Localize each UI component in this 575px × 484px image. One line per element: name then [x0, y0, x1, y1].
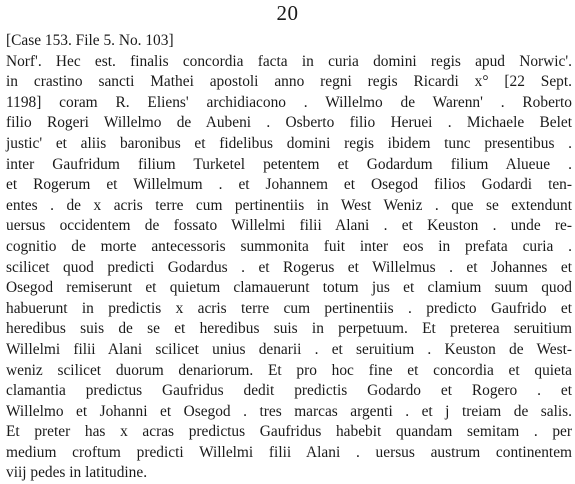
text-line: inter Gaufridum filium Turketel petentem et Godardum filium Alueue . [6, 155, 572, 173]
text-line: clamantia predictus Gaufridus dedit predictis Godardo et Rogero . et [6, 382, 572, 400]
text-line: uersus occidentem de fossato Willelmi filii Alani . et Keuston . unde re- [6, 217, 572, 235]
text-line: Willelmo et Johanni et Osegod . tres marcas argenti . et j treiam de salis. [6, 402, 572, 420]
text-line: Osegod remiserunt et quietum clamauerunt totum jus et clamium suum quod [6, 279, 572, 297]
text-line: viij pedes in latitudine. [6, 464, 148, 482]
text-line: filio Rogeri Willelmo de Aubeni . Osberto filio Heruei . Michaele Belet [6, 114, 572, 132]
text-line: medium croftum predicti Willelmi filii Alani . uersus austrum continentem [6, 443, 572, 461]
text-line: in crastino sancti Mathei apostoli anno regni regis Ricardi x° [22 Sept. [6, 73, 572, 91]
document-body [6, 31, 572, 484]
text-line: heredibus suis de se et heredibus suis in perpetuum. Et preterea seruitium [6, 320, 572, 338]
text-line: Et preter has x acras predictus Gaufridus habebit quandam semitam . per [6, 423, 572, 441]
text-line: entes . de x acris terre cum pertinentiis in West Weniz . que se extendunt [6, 196, 572, 214]
page-number: 20 [276, 1, 299, 25]
text-line-citation: [Case 153. File 5. No. 103] [6, 32, 174, 49]
text-line: et Rogerum et Willelmum . et Johannem et Osegod filios Godardi ten- [6, 176, 572, 194]
text-line: cognitio de morte antecessoris summonita fuit inter eos in prefata curia . [6, 237, 572, 255]
text-line: weniz scilicet duorum denariorum. Et pro hoc fine et concordia et quieta [6, 361, 572, 379]
text-line: scilicet quod predicti Godardus . et Rogerus et Willelmus . et Johannes et [6, 258, 572, 276]
text-line: 1198] coram R. Eliens' archidiacono . Willelmo de Warenn' . Roberto [6, 93, 572, 111]
text-line: Norf'. Hec est. finalis concordia facta in curia domini regis apud Norwic'. [6, 52, 572, 70]
text-line: Willelmi filii Alani scilicet unius denarii . et seruitium . Keuston de West- [6, 340, 572, 358]
text-line: justic' et aliis baronibus et fidelibus domini regis ibidem tunc presentibus . [6, 134, 572, 152]
text-line: habuerunt in predictis x acris terre cum pertinentiis . predicto Gaufrido et [6, 299, 572, 317]
